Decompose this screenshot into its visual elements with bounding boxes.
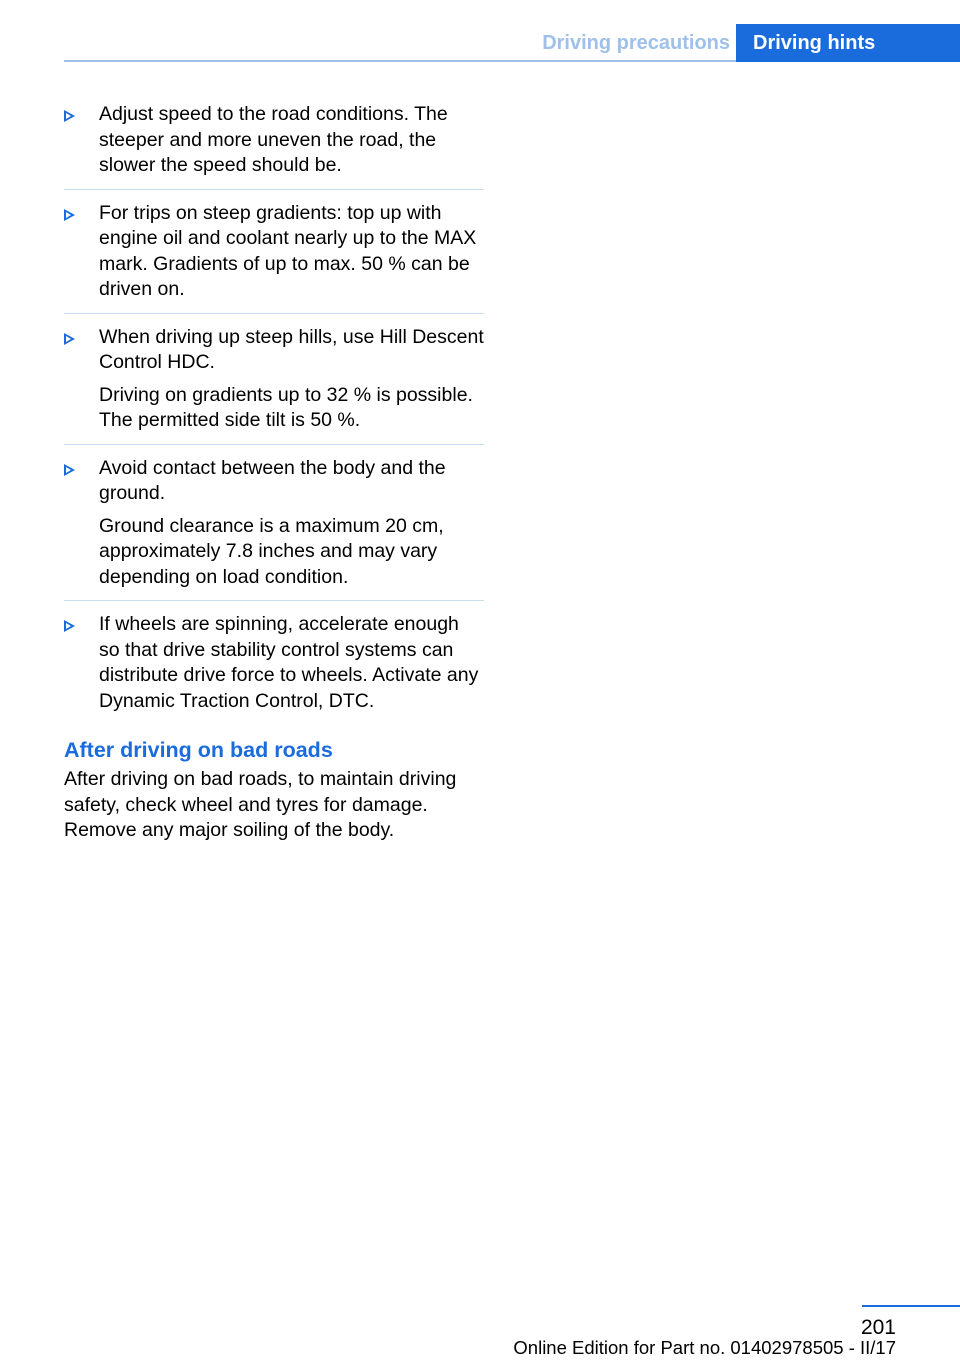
list-item-note: Driving on gradients up to 32 % is possible. The permitted side tilt is 50 %. (99, 383, 473, 431)
edition-text: Online Edition for Part no. 01402978505 - II/17 (513, 1337, 896, 1358)
list-item-text: When driving up steep hills, use Hill Descent Control HDC. (99, 325, 484, 373)
triangle-bullet-icon (64, 209, 75, 221)
list-item-note: Ground clearance is a maximum 20 cm, approximately 7.8 inches and may vary depending on load condition. (99, 514, 444, 588)
footer-rule (862, 1305, 960, 1307)
list-item-text: If wheels are spinning, accelerate enough so that drive stability control systems can distribute drive force to wheels. Activate any Dynamic Traction Control, DTC. (99, 613, 479, 712)
list-item (64, 456, 484, 602)
tab-driving-hints[interactable]: Driving hints (736, 24, 960, 62)
triangle-bullet-icon (64, 110, 75, 122)
triangle-bullet-icon (64, 620, 75, 632)
section-body: After driving on bad roads, to maintain driving safety, check wheel and tyres for damage. Remove any major soiling of the body. (64, 768, 457, 841)
section-title: After driving on bad roads (64, 738, 333, 762)
list-item-text: Avoid contact between the body and the ground. (99, 456, 446, 504)
list-item (64, 325, 484, 445)
list-item-text: Adjust speed to the road conditions. The steeper and more uneven the road, the slower the speed should be. (99, 103, 448, 176)
page-number: 201 (860, 1316, 896, 1339)
list-item (64, 102, 484, 190)
list-item-text: For trips on steep gradients: top up with engine oil and coolant nearly up to the MAX mark. Gradients of up to max. 50 % can be driven on. (99, 201, 477, 300)
tab-driving-precautions[interactable]: Driving precautions (542, 32, 730, 54)
bullet-list (64, 102, 484, 724)
list-item (64, 201, 484, 314)
list-item (64, 612, 484, 724)
triangle-bullet-icon (64, 333, 75, 345)
triangle-bullet-icon (64, 464, 75, 476)
main-content (64, 102, 484, 844)
